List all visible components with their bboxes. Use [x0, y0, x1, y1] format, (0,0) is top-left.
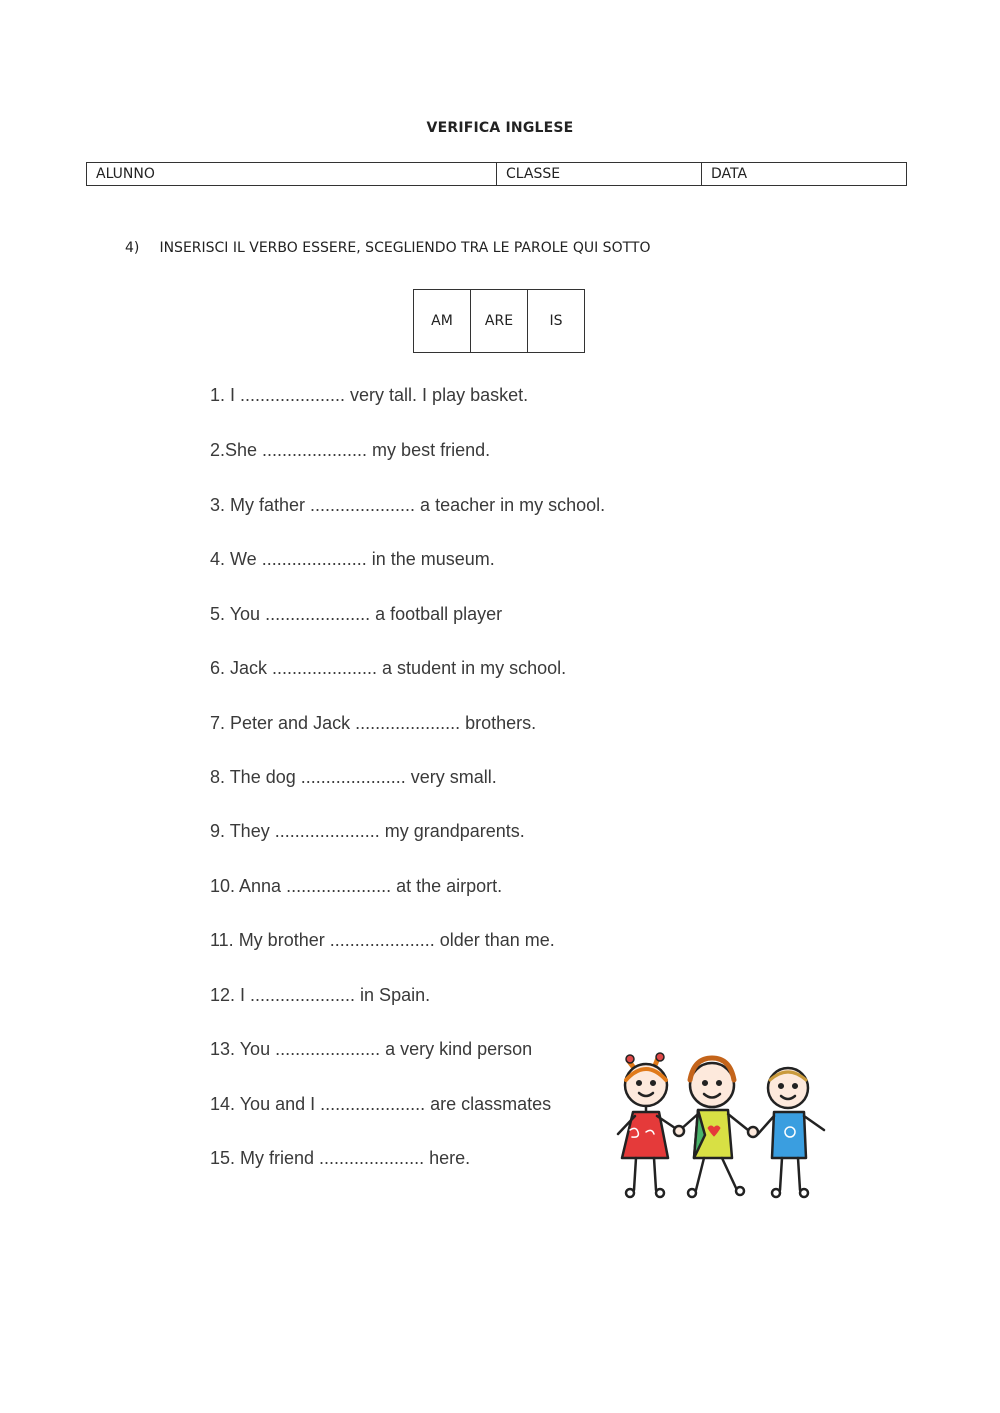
- held-hands: [748, 1127, 758, 1137]
- exercise-sentence: 7. Peter and Jack ..................... brothers.: [210, 713, 537, 733]
- boy-figure: [758, 1068, 824, 1197]
- exercise-sentence: 5. You ..................... a football player: [210, 604, 503, 624]
- children-illustration: [600, 1050, 840, 1210]
- class-cell[interactable]: CLASSE: [497, 163, 702, 186]
- word-bank-item: IS: [528, 290, 585, 353]
- word-bank-item: AM: [414, 290, 471, 353]
- exercise-sentence: 6. Jack ..................... a student in my school.: [210, 658, 567, 678]
- exercise-sentence: 15. My friend ..................... here.: [210, 1148, 471, 1168]
- student-info-table: [86, 162, 907, 186]
- exercise-sentence: 9. They ..................... my grandparents.: [210, 821, 525, 841]
- instruction-text: INSERISCI IL VERBO ESSERE, SCEGLIENDO TRA LE PAROLE QUI SOTTO: [159, 240, 651, 256]
- girl-figure: [618, 1053, 678, 1197]
- exercise-sentence: 11. My brother ..................... older than me.: [210, 930, 555, 950]
- exercise-sentence: 14. You and I ..................... are classmates: [210, 1094, 552, 1114]
- exercise-sentence: 12. I ..................... in Spain.: [210, 985, 431, 1005]
- date-cell[interactable]: DATA: [702, 163, 907, 186]
- student-name-cell[interactable]: ALUNNO: [87, 163, 497, 186]
- exercise-sentence: 2.She ..................... my best friend.: [210, 440, 491, 460]
- exercise-number: 4): [125, 240, 140, 256]
- exercise-sentence: 10. Anna ..................... at the airport.: [210, 876, 503, 896]
- word-bank-item: ARE: [471, 290, 528, 353]
- exercise-sentence: 1. I ..................... very tall. I play basket.: [210, 385, 529, 405]
- exercise-sentence: 8. The dog ..................... very small.: [210, 767, 497, 787]
- held-hands: [674, 1126, 684, 1136]
- exercise-sentence: 13. You ..................... a very kind person: [210, 1039, 533, 1059]
- exercise-sentence: 3. My father ..................... a teacher in my school.: [210, 495, 606, 515]
- worksheet-title: VERIFICA INGLESE: [426, 120, 574, 136]
- word-bank: [413, 289, 585, 353]
- exercise-instruction: [125, 240, 650, 256]
- boy-figure: [680, 1058, 748, 1197]
- exercise-sentence: 4. We ..................... in the museum.: [210, 549, 495, 569]
